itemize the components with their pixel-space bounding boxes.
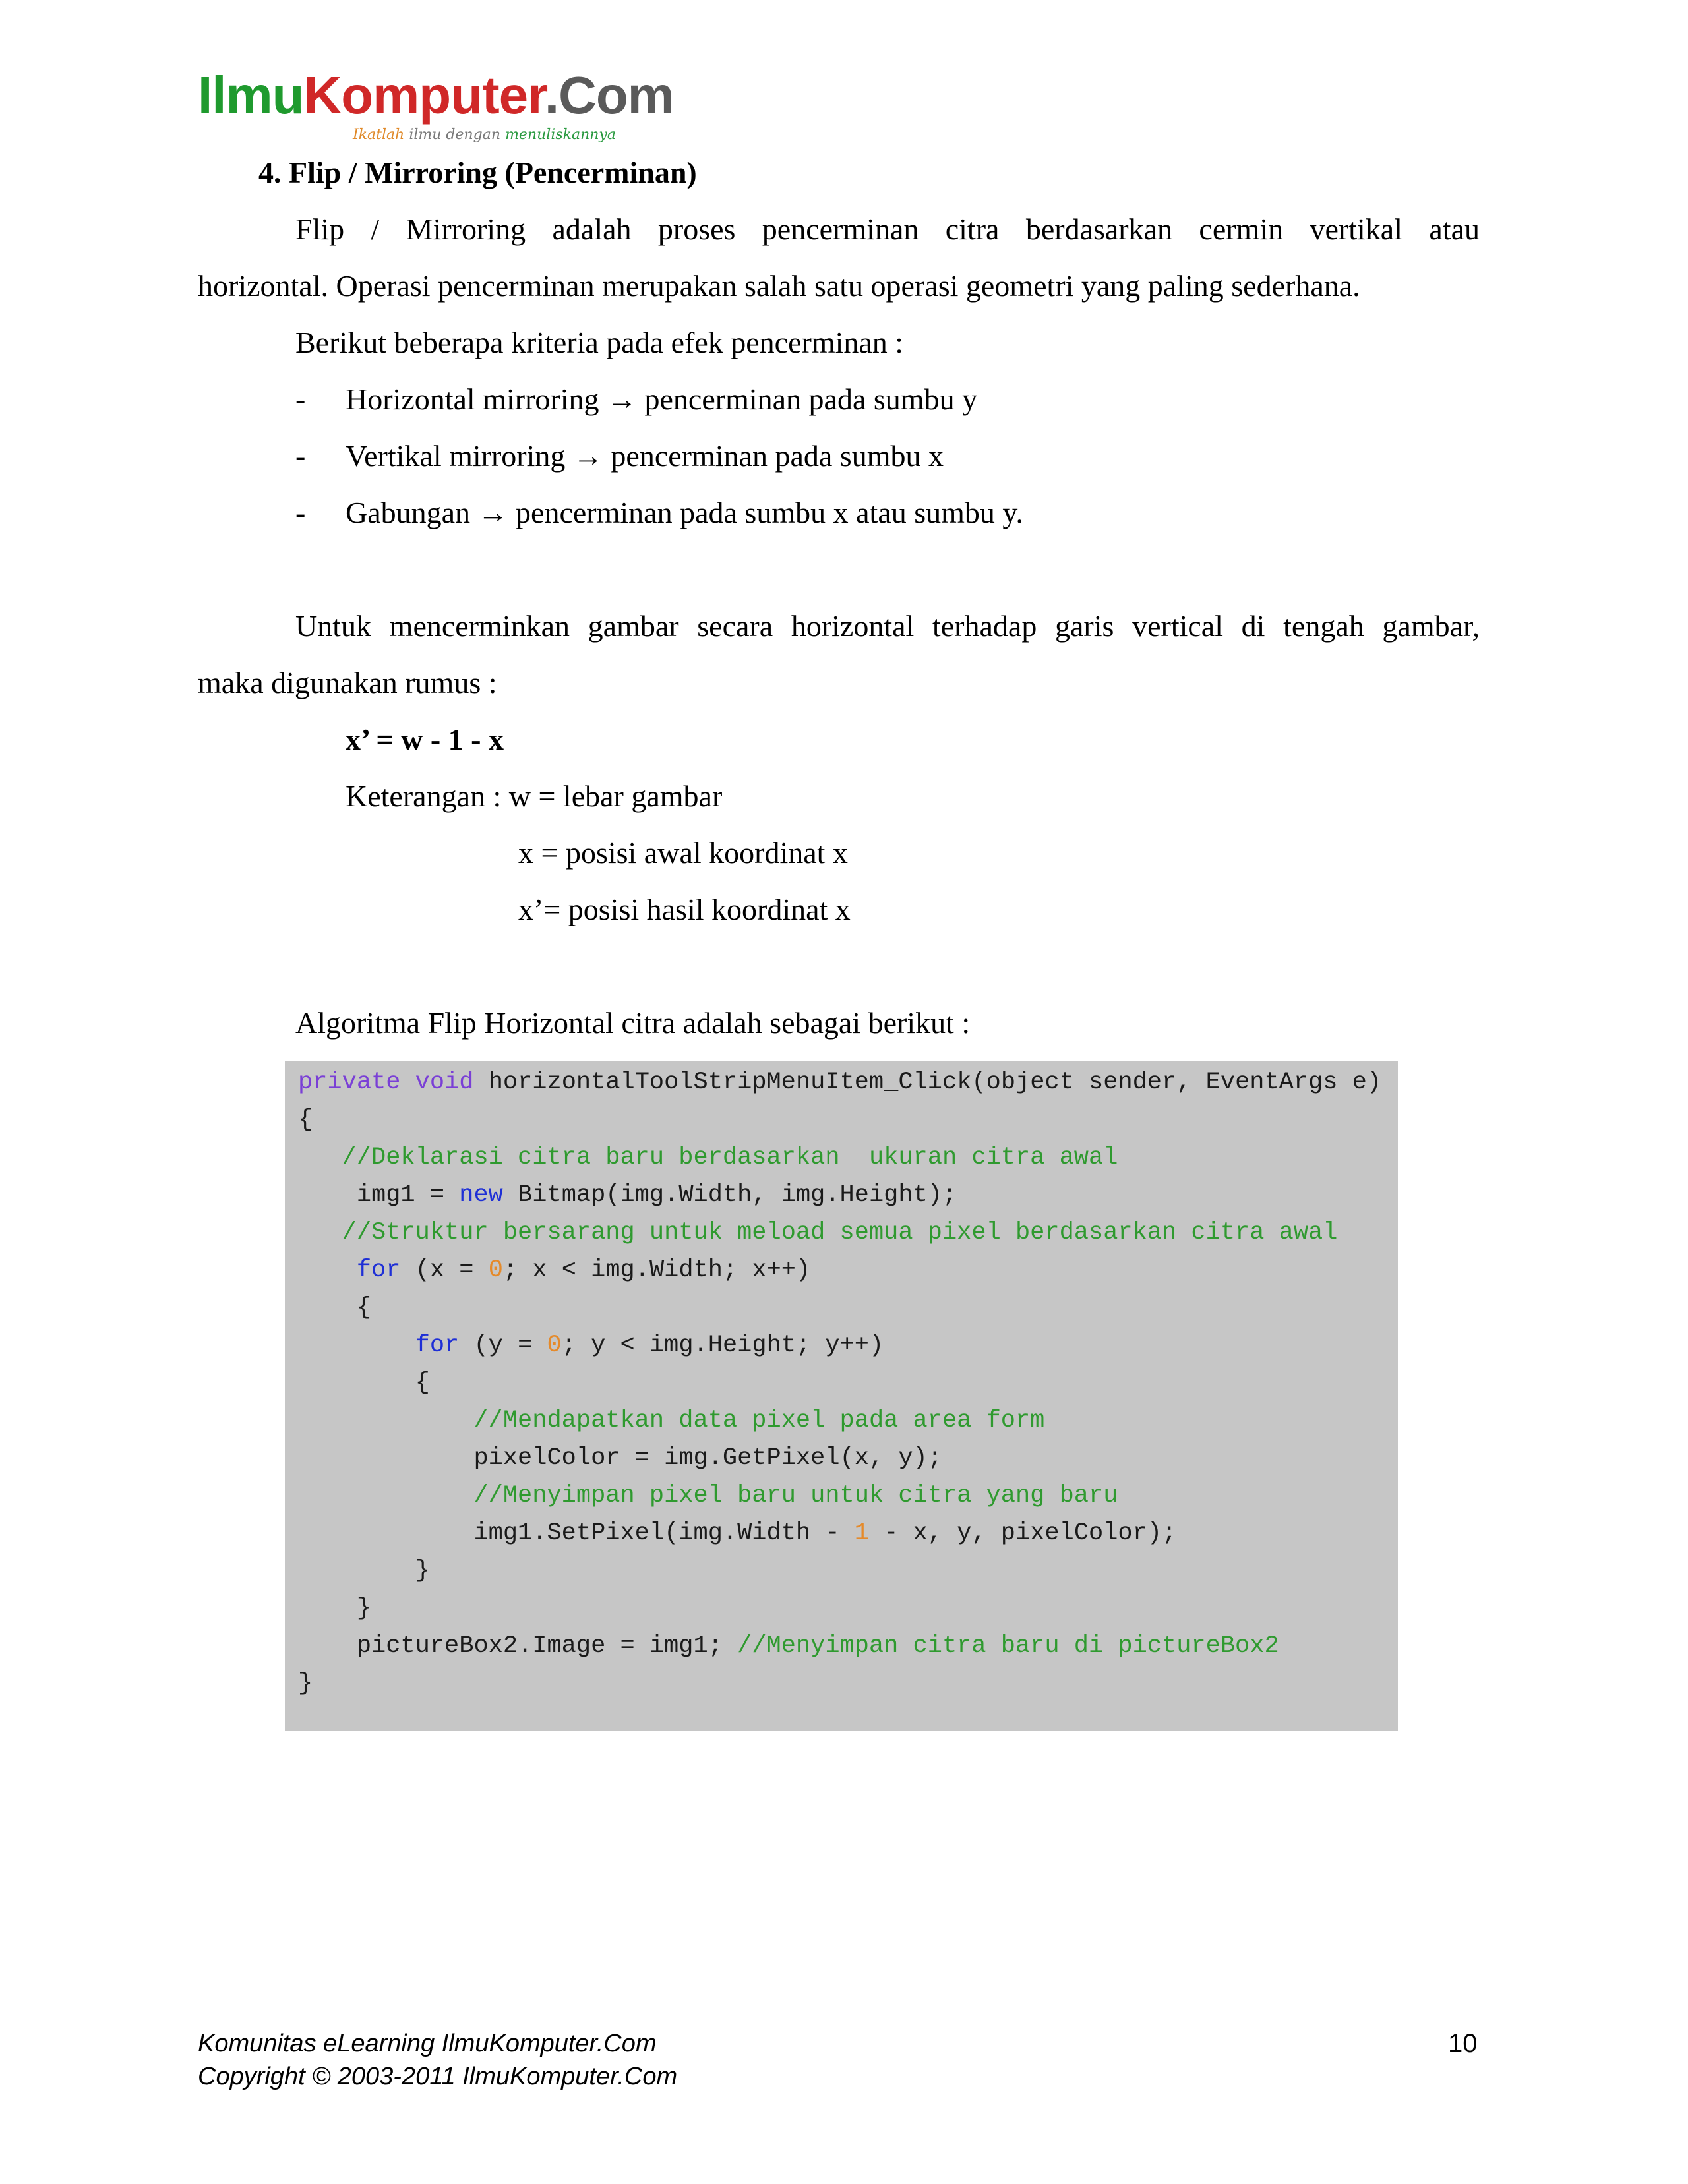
paragraph-2-line-2: maka digunakan rumus : bbox=[198, 666, 497, 699]
logo-tagline: Ikatlah ilmu dengan menuliskannya bbox=[353, 127, 616, 143]
criteria-item-horizontal: Horizontal mirroring → pencerminan pada sumbu y bbox=[346, 382, 978, 416]
code-line: } bbox=[298, 1670, 313, 1697]
logo-wordmark bbox=[198, 66, 674, 125]
site-logo bbox=[198, 66, 674, 143]
paragraph-1-line-1: Flip / Mirroring adalah proses pencerminan citra berdasarkan cermin vertikal atau bbox=[295, 212, 1480, 246]
logo-part-komputer: Komputer bbox=[303, 66, 545, 125]
legend-x-prime: x’= posisi hasil koordinat x bbox=[518, 893, 851, 926]
code-line: img1 = new Bitmap(img.Width, img.Height); bbox=[298, 1181, 957, 1209]
criteria-dash: - bbox=[295, 496, 306, 529]
code-comment: //Mendapatkan data pixel pada area form bbox=[298, 1407, 1045, 1434]
code-line: img1.SetPixel(img.Width - 1 - x, y, pixelColor); bbox=[298, 1520, 1177, 1547]
code-line: pixelColor = img.GetPixel(x, y); bbox=[298, 1444, 942, 1472]
paragraph-1-line-2: horizontal. Operasi pencerminan merupakan salah satu operasi geometri yang paling sederhana. bbox=[198, 269, 1360, 303]
logo-part-ilmu: Ilmu bbox=[198, 66, 304, 125]
criteria-dash: - bbox=[295, 382, 306, 416]
code-line: { bbox=[298, 1106, 313, 1134]
code-line: pictureBox2.Image = img1; //Menyimpan citra baru di pictureBox2 bbox=[298, 1632, 1279, 1660]
code-line: private void horizontalToolStripMenuItem_Click(object sender, EventArgs e) bbox=[298, 1069, 1382, 1096]
footer-copyright: Copyright © 2003-2011 IlmuKomputer.Com bbox=[198, 2063, 678, 2090]
legend-w: Keterangan : w = lebar gambar bbox=[346, 779, 723, 813]
footer-community: Komunitas eLearning IlmuKomputer.Com bbox=[198, 2030, 657, 2057]
code-comment: //Struktur bersarang untuk meload semua pixel berdasarkan citra awal bbox=[298, 1219, 1338, 1247]
criteria-item-vertikal: Vertikal mirroring → pencerminan pada sumbu x bbox=[346, 439, 944, 473]
code-line: for (x = 0; x < img.Width; x++) bbox=[356, 1256, 811, 1284]
criteria-intro: Berikut beberapa kriteria pada efek pencerminan : bbox=[295, 326, 904, 359]
code-line: { bbox=[298, 1369, 430, 1397]
formula: x’ = w - 1 - x bbox=[346, 723, 504, 756]
paragraph-2-line-1: Untuk mencerminkan gambar secara horizontal terhadap garis vertical di tengah gambar, bbox=[295, 609, 1480, 643]
algorithm-intro: Algoritma Flip Horizontal citra adalah sebagai berikut : bbox=[295, 1006, 971, 1040]
page-number: 10 bbox=[1448, 2029, 1478, 2058]
code-comment: //Menyimpan pixel baru untuk citra yang baru bbox=[298, 1482, 1118, 1510]
code-line: } bbox=[298, 1595, 372, 1622]
code-line: { bbox=[298, 1294, 372, 1322]
code-line: for (y = 0; y < img.Height; y++) bbox=[415, 1332, 884, 1359]
code-line: } bbox=[298, 1557, 430, 1585]
code-block bbox=[285, 1061, 1398, 1731]
criteria-dash: - bbox=[295, 439, 306, 473]
section-heading: 4. Flip / Mirroring (Pencerminan) bbox=[258, 156, 697, 189]
code-comment: //Deklarasi citra baru berdasarkan ukuran citra awal bbox=[298, 1144, 1118, 1171]
legend-x: x = posisi awal koordinat x bbox=[518, 836, 848, 870]
logo-part-com: .Com bbox=[544, 66, 674, 125]
criteria-item-gabungan: Gabungan → pencerminan pada sumbu x atau sumbu y. bbox=[346, 496, 1023, 529]
